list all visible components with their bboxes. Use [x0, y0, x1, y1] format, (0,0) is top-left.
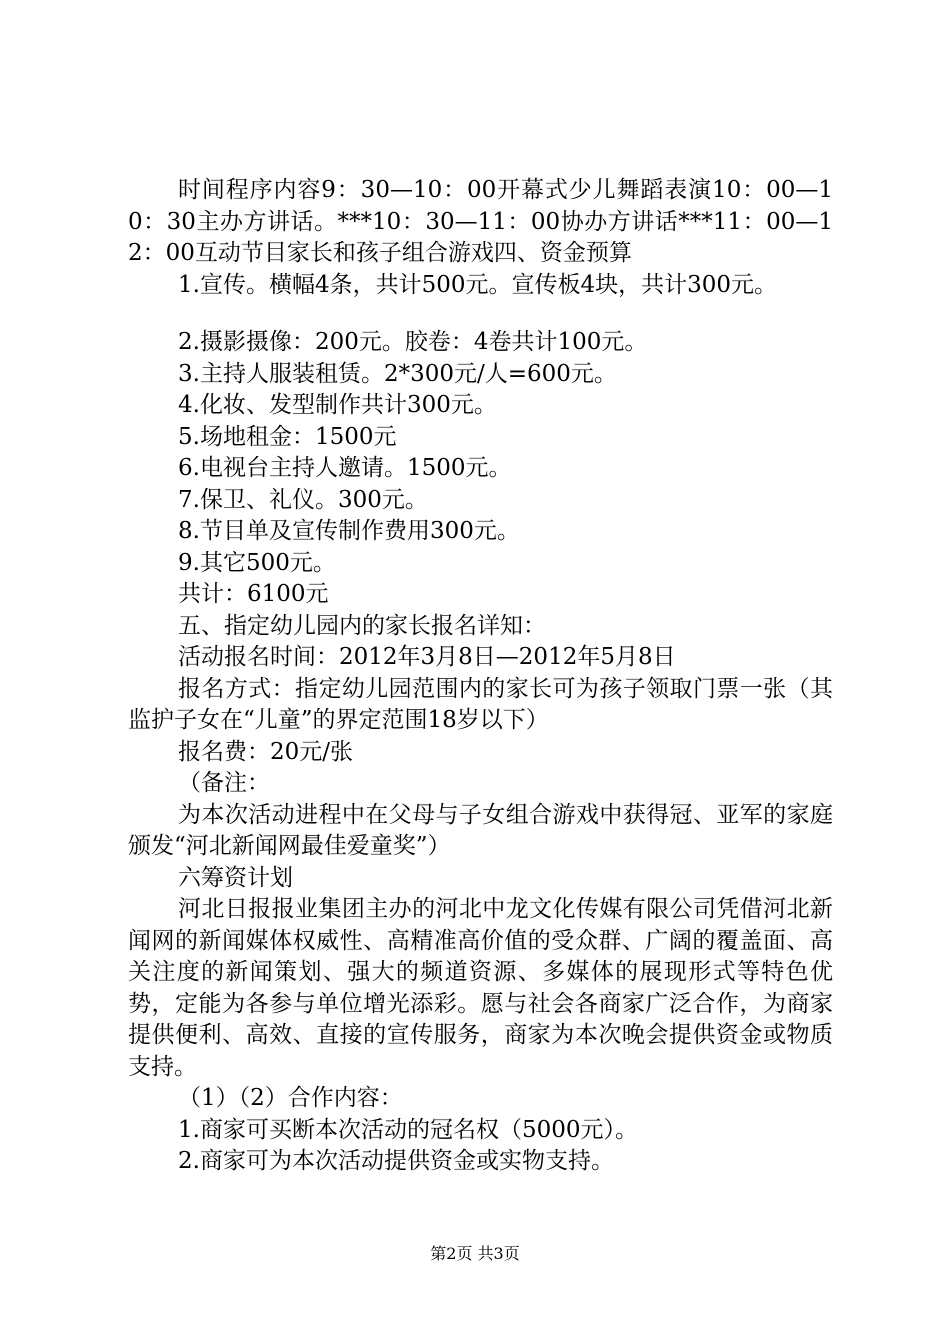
budget-item-2: 2.摄影摄像：200元。胶卷：4卷共计100元。	[178, 329, 648, 355]
budget-total: 共计：6100元	[178, 581, 329, 607]
cooperation-heading: （1）（2）合作内容：	[178, 1085, 403, 1111]
schedule-paragraph: 时间程序内容9：30—10：00开幕式少儿舞蹈表演10：00—10：30主办方讲话。***10：30—11：00协办方讲话***11：00—12：00互动节目家长和孩子组合游戏四、资金预算	[128, 177, 833, 266]
page-footer: 第2页 共3页	[430, 1244, 520, 1263]
budget-item-6: 6.电视台主持人邀请。1500元。	[178, 455, 512, 481]
section-six-heading: 六筹资计划	[178, 864, 293, 891]
cooperation-item-1: 1.商家可买断本次活动的冠名权（5000元）。	[178, 1116, 638, 1143]
funding-plan-paragraph: 河北日报报业集团主办的河北中龙文化传媒有限公司凭借河北新闻网的新闻媒体权威性、高精准高价值的受众群、广阔的覆盖面、高关注度的新闻策划、强大的频道资源、多媒体的展现形式等特色优势，定能为各参与单位增光添彩。愿与社会各商家广泛合作，为商家提供便利、高效、直接的宣传服务，商家为本次晚会提供资金或物质支持。	[128, 896, 833, 1080]
budget-item-5: 5.场地租金：1500元	[178, 423, 397, 450]
budget-item-7: 7.保卫、礼仪。300元。	[178, 486, 428, 513]
section-five-heading: 五、指定幼儿园内的家长报名详知：	[178, 612, 546, 639]
budget-item-3: 3.主持人服装租赁。2*300元/人=600元。	[178, 360, 617, 387]
budget-item-9: 9.其它500元。	[178, 549, 336, 576]
note-award: 为本次活动进程中在父母与子女组合游戏中获得冠、亚军的家庭颁发“河北新闻网最佳爱童奖”）	[128, 801, 833, 859]
budget-item-4: 4.化妆、发型制作共计300元。	[178, 392, 497, 418]
budget-item-8: 8.节目单及宣传制作费用300元。	[178, 518, 520, 544]
note-open: （备注：	[178, 770, 270, 796]
registration-method: 报名方式：指定幼儿园范围内的家长可为孩子领取门票一张（其监护子女在“儿童”的界定范围18岁以下）	[128, 675, 833, 733]
registration-period: 活动报名时间：2012年3月8日—2012年5月8日	[178, 644, 676, 670]
cooperation-item-2: 2.商家可为本次活动提供资金或实物支持。	[178, 1148, 614, 1174]
document-body	[128, 175, 833, 1178]
budget-item-1: 1.宣传。横幅4条，共计500元。宣传板4块，共计300元。	[178, 271, 778, 298]
registration-fee: 报名费：20元/张	[178, 738, 354, 765]
